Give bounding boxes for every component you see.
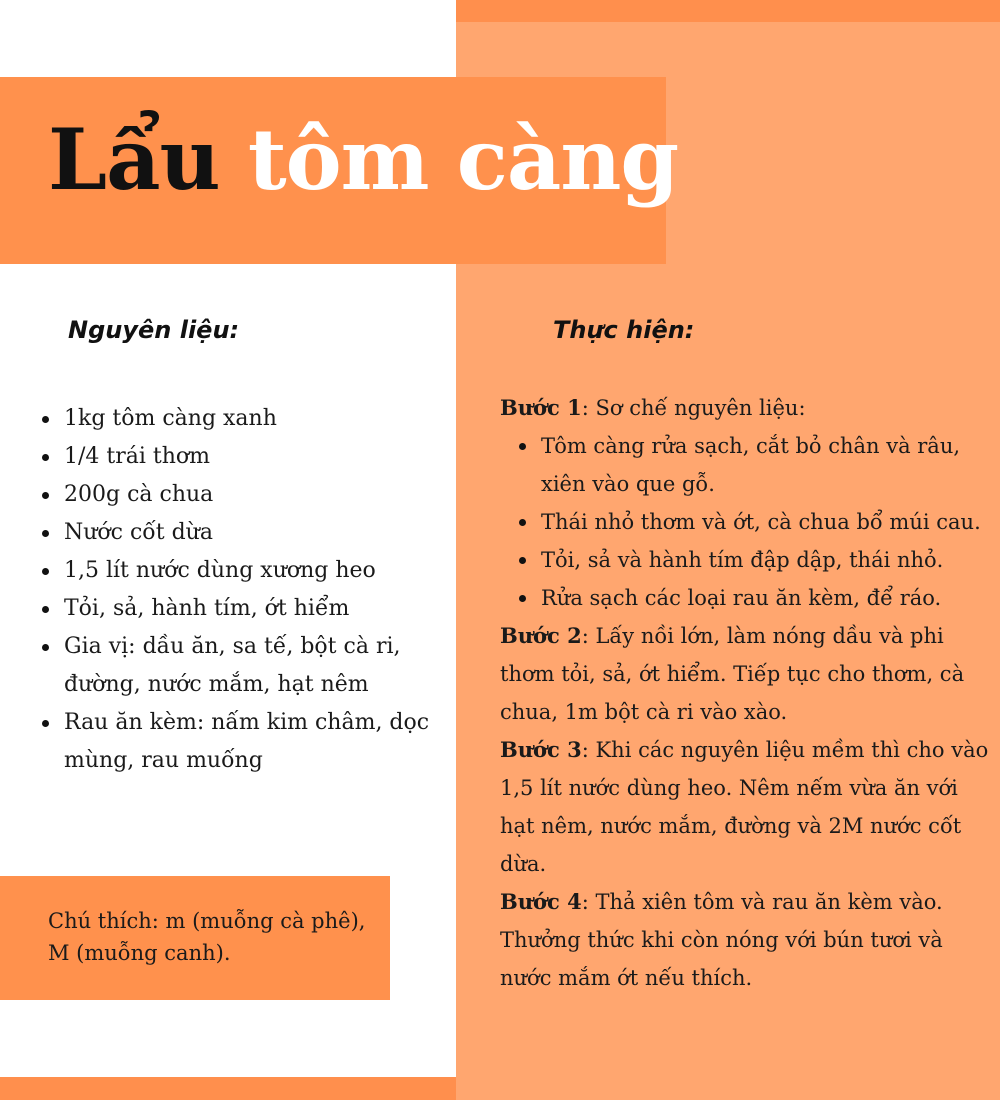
step-1-text: : Sơ chế nguyên liệu: — [581, 396, 806, 420]
bottom-accent-strip — [0, 1077, 456, 1100]
ingredient-item: 1kg tôm càng xanh — [64, 400, 444, 438]
ingredient-item: Gia vị: dầu ăn, sa tế, bột cà ri, đường, nước mắm, hạt nêm — [64, 628, 444, 704]
step-3-label: Bước 3 — [500, 737, 582, 762]
ingredient-item: Rau ăn kèm: nấm kim châm, dọc mùng, rau muống — [64, 704, 444, 780]
step-4-label: Bước 4 — [500, 889, 582, 914]
note-text: Chú thích: m (muỗng cà phê), M (muỗng canh). — [48, 909, 366, 965]
page-title — [48, 110, 678, 211]
ingredient-item: Tỏi, sả, hành tím, ớt hiểm — [64, 590, 444, 628]
step-1-subitem: Tôm càng rửa sạch, cắt bỏ chân và râu, xiên vào que gỗ. — [541, 427, 990, 503]
ingredient-item: Nước cốt dừa — [64, 514, 444, 552]
step-3 — [500, 731, 990, 883]
ingredient-item: 1/4 trái thơm — [64, 438, 444, 476]
step-1 — [500, 389, 990, 427]
step-1-sublist — [500, 427, 990, 617]
ingredients-list — [64, 400, 444, 780]
title-word-dark: Lẩu — [48, 110, 220, 209]
ingredients-heading: Nguyên liệu: — [68, 316, 240, 344]
step-1-label: Bước 1 — [500, 395, 582, 420]
title-word-light: tôm càng — [247, 110, 679, 209]
top-accent-strip — [456, 0, 1000, 22]
steps-heading: Thực hiện: — [553, 316, 695, 344]
ingredient-item: 200g cà chua — [64, 476, 444, 514]
step-2-text: : Lấy nồi lớn, làm nóng dầu và phi thơm tỏi, sả, ớt hiểm. Tiếp tục cho thơm, cà chua, 1m bột cà ri vào xào. — [500, 624, 965, 724]
step-2 — [500, 617, 990, 731]
step-3-text: : Khi các nguyên liệu mềm thì cho vào 1,5 lít nước dùng heo. Nêm nếm vừa ăn với hạt nêm, nước mắm, đường và 2M nước cốt dừa. — [500, 738, 989, 876]
step-1-subitem: Tỏi, sả và hành tím đập dập, thái nhỏ. — [541, 541, 990, 579]
ingredient-item: 1,5 lít nước dùng xương heo — [64, 552, 444, 590]
step-4-text: : Thả xiên tôm và rau ăn kèm vào. Thưởng thức khi còn nóng với bún tươi và nước mắm ớt nếu thích. — [500, 890, 943, 990]
steps-content — [500, 389, 990, 997]
step-4 — [500, 883, 990, 997]
step-1-subitem: Thái nhỏ thơm và ớt, cà chua bổ múi cau. — [541, 503, 990, 541]
step-1-subitem: Rửa sạch các loại rau ăn kèm, để ráo. — [541, 579, 990, 617]
step-2-label: Bước 2 — [500, 623, 582, 648]
